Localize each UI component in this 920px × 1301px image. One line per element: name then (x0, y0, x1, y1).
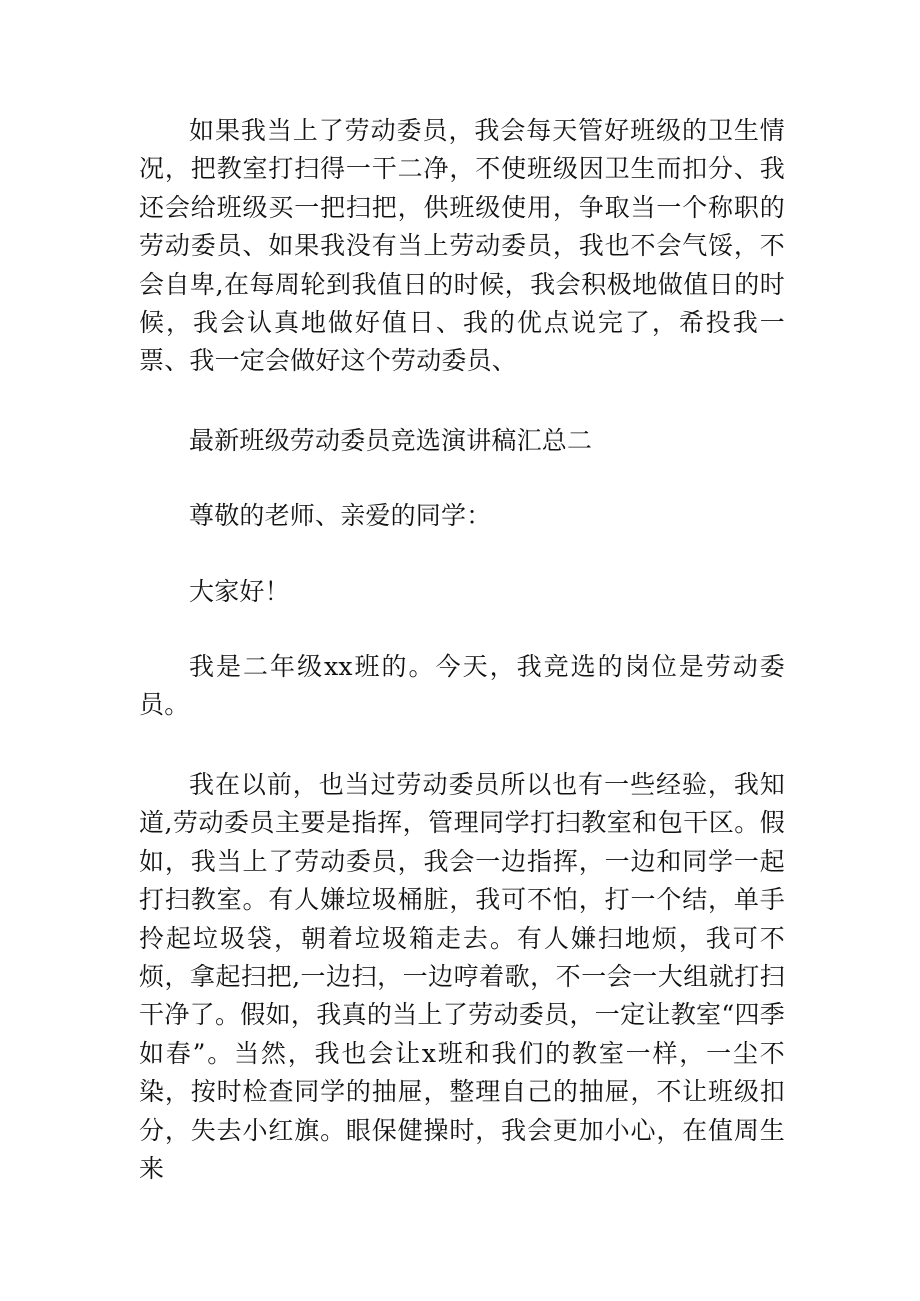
body-paragraph-1: 如果我当上了劳动委员，我会每天管好班级的卫生情况，把教室打扫得一干二净，不使班级因卫生而扣分、我还会给班级买一把扫把，供班级使用，争取当一个称职的劳动委员、如果我没有当上劳动委员，我也不会气馁，不会自卑,在每周轮到我值日的时候，我会积极地做值日的时候，我会认真地做好值日、我的优点说完了，希投我一票、我一定会做好这个劳动委员、 (139, 116, 785, 376)
body-paragraph-2: 我在以前，也当过劳动委员所以也有一些经验，我知道,劳动委员主要是指挥，管理同学打扫教室和包干区。假如，我当上了劳动委员，我会一边指挥，一边和同学一起打扫教室。有人嫌垃圾桶脏，我可不怕，打一个结，单手拎起垃圾袋，朝着垃圾箱走去。有人嫌扫地烦，我可不烦，拿起扫把,一边扫，一边哼着歌，不一会一大组就打扫干净了。假如，我真的当上了劳动委员，一定让教室“四季如春”。当然，我也会让x班和我们的教室一样，一尘不染，按时检查同学的抽屉，整理自己的抽屉，不让班级扣分，失去小红旗。眼保健操时，我会更加小心，在值周生来 (139, 769, 785, 1183)
paragraph-spacer (139, 725, 785, 766)
paragraph-spacer (139, 460, 785, 497)
intro-paragraph: 我是二年级xx班的。今天，我竞选的岗位是劳动委员。 (139, 652, 785, 720)
document-page (139, 112, 785, 1188)
section-heading: 最新班级劳动委员竞选演讲稿汇总二 (189, 425, 593, 455)
paragraph-spacer (139, 536, 785, 573)
greeting: 大家好！ (189, 576, 290, 606)
salutation: 尊敬的老师、亲爱的同学： (189, 501, 492, 531)
paragraph-spacer (139, 611, 785, 648)
paragraph-spacer (139, 381, 785, 422)
